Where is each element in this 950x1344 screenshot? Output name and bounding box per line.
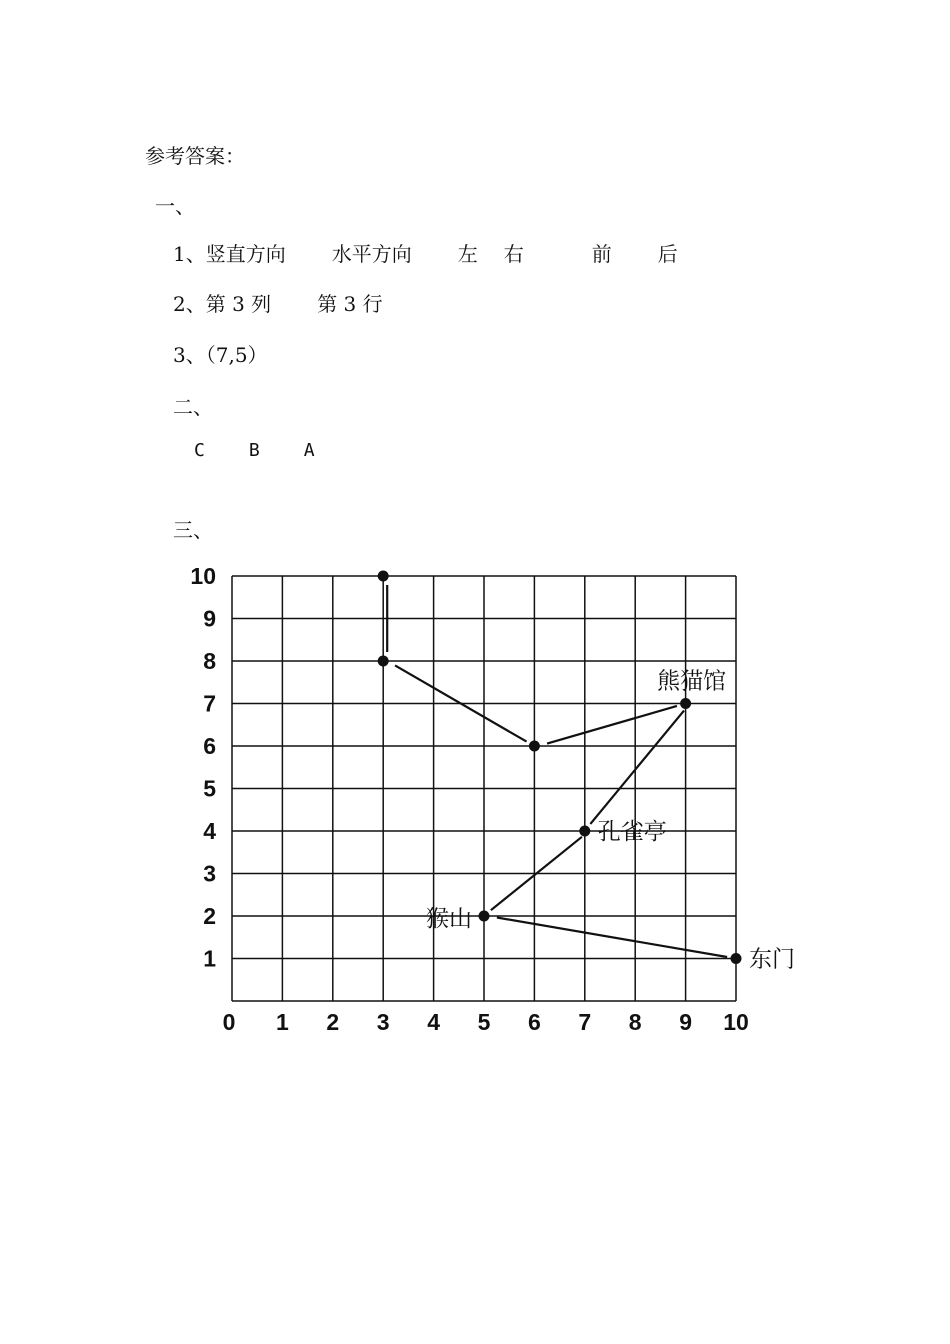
x-tick-label-7: 7 xyxy=(578,1009,592,1035)
y-tick-label-9: 9 xyxy=(203,605,216,632)
x-tick-label-8: 8 xyxy=(628,1009,642,1035)
y-tick-label-2: 2 xyxy=(203,903,216,929)
q1-answer-left: 左 xyxy=(457,242,478,266)
section-three-title: 三、 xyxy=(173,518,213,542)
q1-number: 1、 xyxy=(173,242,206,266)
x-tick-label-10: 10 xyxy=(723,1009,749,1035)
x-tick-label-0: 0 xyxy=(222,1009,236,1035)
route-point-3 xyxy=(529,741,540,752)
route-point-7 xyxy=(731,953,742,964)
section-one-title: 一、 xyxy=(155,194,195,218)
x-tick-label-5: 5 xyxy=(477,1009,491,1035)
x-tick-label-9: 9 xyxy=(679,1009,692,1035)
choice-answer-2: B xyxy=(248,440,260,461)
x-tick-label-4: 4 xyxy=(427,1009,440,1035)
route-point-1 xyxy=(378,571,389,582)
place-label-1: 熊猫馆 xyxy=(657,668,727,695)
q1-answer-right: 右 xyxy=(503,242,524,266)
q2-answer-row: 第 3 行 xyxy=(317,292,383,316)
choice-answer-3: A xyxy=(303,440,315,461)
route-point-2 xyxy=(378,656,389,667)
x-tick-label-1: 1 xyxy=(276,1009,289,1035)
route-point-5 xyxy=(579,826,590,837)
q2-number: 2、 xyxy=(173,292,206,316)
y-tick-label-8: 8 xyxy=(203,648,216,674)
y-tick-label-5: 5 xyxy=(203,775,216,802)
route-segment-6 xyxy=(497,917,727,957)
y-tick-label-1: 1 xyxy=(203,945,216,972)
q1-answer-back: 后 xyxy=(657,242,678,266)
x-tick-label-2: 2 xyxy=(326,1009,340,1035)
q3-number: 3、 xyxy=(173,343,206,367)
y-tick-label-7: 7 xyxy=(203,690,216,717)
q1-answer-front: 前 xyxy=(591,242,612,266)
q3-answer: （7,5） xyxy=(205,343,268,367)
y-tick-label-3: 3 xyxy=(203,860,216,887)
place-label-2: 孔雀亭 xyxy=(597,819,667,845)
place-label-3: 猴山 xyxy=(426,906,472,932)
y-tick-label-10: 10 xyxy=(190,563,216,589)
answer-heading: 参考答案： xyxy=(145,144,245,168)
x-tick-label-3: 3 xyxy=(376,1009,390,1035)
q1-answer-horizontal: 水平方向 xyxy=(331,242,412,266)
section-two-title: 二、 xyxy=(173,395,213,419)
choice-answer-1: C xyxy=(194,440,205,461)
route-segment-3 xyxy=(547,706,677,744)
y-tick-label-6: 6 xyxy=(203,733,216,759)
y-tick-label-4: 4 xyxy=(203,818,216,844)
q1-answer-vertical: 竖直方向 xyxy=(205,242,286,266)
route-point-4 xyxy=(680,698,691,709)
route-point-6 xyxy=(479,911,490,922)
q2-answer-column: 第 3 列 xyxy=(205,292,272,316)
x-tick-label-6: 6 xyxy=(528,1009,541,1035)
place-label-4: 东门 xyxy=(749,946,795,973)
